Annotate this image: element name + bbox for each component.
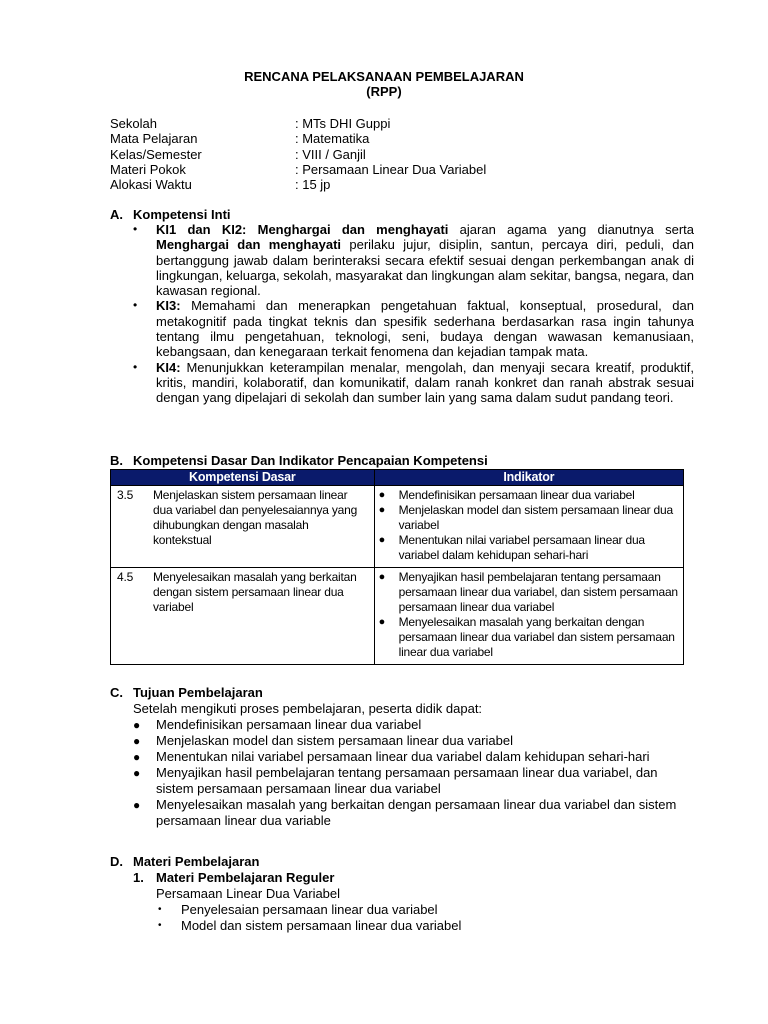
indicator-item xyxy=(378,488,680,503)
list-item xyxy=(133,765,683,797)
list-item xyxy=(156,902,461,918)
kd-number: 3.5 xyxy=(117,488,134,502)
bullet-icon: ● xyxy=(133,734,141,748)
indicator-text: Menyelesaikan masalah yang berkaitan dengan persamaan linear dua variabel dan sistem persamaan linear dua variabel xyxy=(398,615,675,659)
identity-value: : 15 jp xyxy=(295,177,331,193)
ki-body: Menunjukkan keterampilan menalar, mengolah, dan menyaji secara kreatif, produktif, kritis, mandiri, kolaboratif, dan komunikatif, dalam ranah konkret dan ranah abstrak sesuai dengan yang dipelajari di sekolah dan sumber lain yang sama dalam sudut pandang teori. xyxy=(156,359,694,406)
kd-text: Menjelaskan sistem persamaan linear dua variabel dan penyelesaiannya yang dihubungkan dengan masalah kontekstual xyxy=(153,488,358,547)
identity-value: : Persamaan Linear Dua Variabel xyxy=(295,161,487,177)
ki-body: ajaran agama yang dianutnya serta xyxy=(448,222,694,237)
section-title: Tujuan Pembelajaran xyxy=(133,685,263,700)
tujuan-text: Menyajikan hasil pembelajaran tentang persamaan persamaan linear dua variabel, dan sistem persamaan persamaan linear dua variabel xyxy=(156,765,658,796)
identity-row xyxy=(110,116,486,131)
indicator-text: Menentukan nilai variabel persamaan linear dua variabel dalam kehidupan sehari-hari xyxy=(398,533,645,562)
indikator-cell xyxy=(374,486,683,568)
indicator-item xyxy=(378,533,680,563)
section-a-heading xyxy=(110,207,231,223)
identity-row xyxy=(110,147,486,162)
bullet-icon: • xyxy=(133,359,138,374)
tujuan-text: Menjelaskan model dan sistem persamaan linear dua variabel xyxy=(156,733,513,748)
ki-label: KI1 dan KI2: Menghargai dan menghayati xyxy=(156,222,449,237)
indicator-text: Menjelaskan model dan sistem persamaan linear dua variabel xyxy=(398,503,673,532)
materi-subtitle: Materi Pembelajaran Reguler xyxy=(156,870,335,885)
identity-label: Mata Pelajaran xyxy=(110,131,198,147)
bullet-icon: ● xyxy=(133,798,141,812)
bullet-icon: ● xyxy=(378,616,386,628)
section-b-heading xyxy=(110,453,488,469)
kompetensi-inti-list xyxy=(133,222,694,406)
list-item xyxy=(133,717,683,733)
indicator-item xyxy=(378,570,680,615)
list-item xyxy=(133,749,683,765)
tujuan-intro: Setelah mengikuti proses pembelajaran, peserta didik dapat: xyxy=(133,701,483,716)
list-item xyxy=(133,298,694,359)
bullet-icon: ● xyxy=(133,718,141,732)
kd-cell xyxy=(111,568,375,665)
list-item xyxy=(133,222,694,298)
kd-cell xyxy=(111,486,375,568)
column-header-kd: Kompetensi Dasar xyxy=(111,470,375,486)
ki-body: Memahami dan menerapkan pengetahuan faktual, konseptual, prosedural, dan metakognitif pada tingkat teknis dan spesifik sederhana berdasarkan rasa ingin tahunya tentang ilmu pengetahuan, teknologi, seni, budaya dengan wawasan kemanusiaan, kebangsaan, dan kenegaraan terkait fenomena dan kejadian tampak mata. xyxy=(156,298,694,360)
bullet-icon: ● xyxy=(378,489,386,501)
materi-text: Penyelesaian persamaan linear dua variabel xyxy=(181,902,438,917)
kompetensi-table xyxy=(110,469,684,665)
identity-label: Materi Pokok xyxy=(110,161,186,177)
tujuan-text: Menyelesaikan masalah yang berkaitan dengan persamaan linear dua variabel dan sistem persamaan linear dua variable xyxy=(156,797,677,828)
materi-text: Model dan sistem persamaan linear dua variabel xyxy=(181,918,462,933)
indicator-item xyxy=(378,615,680,660)
kd-number: 4.5 xyxy=(117,570,134,584)
bullet-icon: • xyxy=(133,298,138,313)
table-row xyxy=(111,568,684,665)
identity-row xyxy=(110,131,486,146)
identity-label: Kelas/Semester xyxy=(110,146,202,162)
ki-text xyxy=(156,298,694,359)
ki-label: KI4: xyxy=(156,359,181,375)
table-header-row xyxy=(111,470,684,486)
section-d-heading xyxy=(110,854,259,870)
list-item xyxy=(133,733,683,749)
list-item xyxy=(156,918,461,934)
ki-label: KI3: xyxy=(156,298,181,314)
table-row xyxy=(111,486,684,568)
identity-value: : VIII / Ganjil xyxy=(295,146,366,162)
section-letter: C. xyxy=(110,685,123,700)
section-letter: A. xyxy=(110,207,123,222)
tujuan-text: Mendefinisikan persamaan linear dua variabel xyxy=(156,717,422,732)
list-item xyxy=(133,797,683,829)
materi-number: 1. xyxy=(133,870,144,885)
identity-block xyxy=(110,116,486,192)
ki-emphasis: Menghargai dan menghayati xyxy=(156,237,342,253)
bullet-icon: ● xyxy=(378,571,386,583)
tujuan-text: Menentukan nilai variabel persamaan linear dua variabel dalam kehidupan sehari-hari xyxy=(156,749,650,764)
materi-subheading xyxy=(133,870,334,886)
identity-label: Alokasi Waktu xyxy=(110,177,192,193)
ki-text xyxy=(156,360,694,406)
indicator-item xyxy=(378,503,680,533)
column-header-indikator: Indikator xyxy=(374,470,683,486)
section-title: Materi Pembelajaran xyxy=(133,854,260,869)
section-c-heading xyxy=(110,685,263,701)
materi-topic: Persamaan Linear Dua Variabel xyxy=(156,886,341,901)
bullet-icon: ● xyxy=(133,750,141,764)
document-subtitle: (RPP) xyxy=(366,84,402,99)
indikator-cell xyxy=(374,568,683,665)
section-letter: B. xyxy=(110,453,123,468)
bullet-icon: ● xyxy=(378,504,386,516)
section-title: Kompetensi Inti xyxy=(133,207,231,222)
bullet-icon: ● xyxy=(133,766,141,780)
indicator-text: Mendefinisikan persamaan linear dua variabel xyxy=(398,488,635,502)
document-title: RENCANA PELAKSANAAN PEMBELAJARAN xyxy=(244,69,524,84)
bullet-icon: • xyxy=(158,904,162,915)
bullet-icon: ● xyxy=(378,534,386,546)
list-item xyxy=(133,360,694,406)
bullet-icon: • xyxy=(133,222,138,236)
identity-label: Sekolah xyxy=(110,116,157,131)
bullet-icon: • xyxy=(158,920,162,931)
identity-row xyxy=(110,177,486,192)
identity-value: : Matematika xyxy=(295,131,370,147)
section-letter: D. xyxy=(110,854,123,869)
materi-list xyxy=(156,902,461,934)
identity-row xyxy=(110,162,486,177)
kd-text: Menyelesaikan masalah yang berkaitan dengan sistem persamaan linear dua variabel xyxy=(153,570,357,614)
ki-body: perilaku jujur, disiplin, santun, percaya diri, peduli, dan bertanggung jawab dalam berinteraksi secara efektif sesuai dengan perkembangan anak di lingkungan, keluarga, sekolah, masyarakat dan lingkungan alam sekitar, bangsa, negara, dan kawasan regional. xyxy=(156,237,694,299)
ki-text xyxy=(156,222,694,298)
section-title: Kompetensi Dasar Dan Indikator Pencapaian Kompetensi xyxy=(133,453,488,468)
identity-value: : MTs DHI Guppi xyxy=(295,116,391,131)
indicator-text: Menyajikan hasil pembelajaran tentang persamaan persamaan linear dua variabel, dan sistem persamaan persamaan linear dua variabel xyxy=(398,570,678,614)
tujuan-list xyxy=(133,717,683,829)
